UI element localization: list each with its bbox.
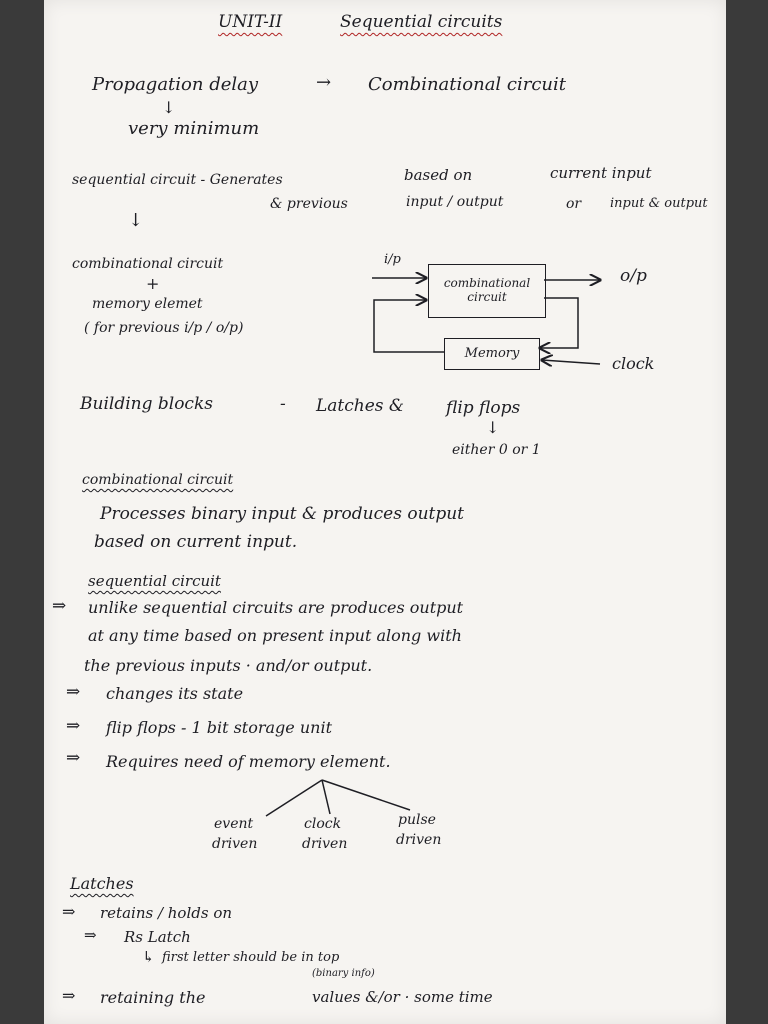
sequential-bullet-2: changes its state bbox=[106, 684, 244, 703]
combinational-heading: combinational circuit bbox=[82, 472, 234, 488]
binary-info-note: (binary info) bbox=[312, 968, 375, 979]
pulse-driven-line1: pulse bbox=[398, 812, 436, 828]
bullet-arrow-icon: ⇒ bbox=[62, 902, 76, 921]
combinational-circuit-text: Combinational circuit bbox=[368, 74, 567, 95]
arrow-down-icon: ↓ bbox=[486, 418, 500, 437]
clock-driven-line1: clock bbox=[304, 816, 342, 832]
sequential-bullet-1: unlike sequential circuits are produces output bbox=[88, 598, 464, 617]
arrow-right-icon: → bbox=[316, 72, 332, 93]
sequential-bullet-1-cont2: the previous inputs · and/or output. bbox=[84, 656, 373, 675]
latches-bullet-4: retaining the bbox=[100, 988, 206, 1007]
building-blocks-label: Building blocks bbox=[80, 394, 213, 414]
very-minimum-text: very minimum bbox=[128, 118, 260, 139]
bullet-arrow-icon: ⇒ bbox=[62, 986, 76, 1005]
bullet-arrow-icon: ⇒ bbox=[66, 716, 81, 736]
memory-note: memory elemet bbox=[92, 296, 203, 312]
previous-text: & previous bbox=[270, 196, 348, 212]
sequential-bullet-3: flip flops - 1 bit storage unit bbox=[106, 718, 333, 737]
plus-sign: + bbox=[146, 274, 160, 293]
propagation-delay-text: Propagation delay bbox=[92, 74, 259, 95]
sub-arrow-icon: ↳ bbox=[142, 948, 155, 966]
sequential-bullet-4: Requires need of memory element. bbox=[106, 752, 391, 771]
bullet-arrow-icon: ⇒ bbox=[66, 682, 81, 702]
memory-box: Memory bbox=[444, 338, 540, 370]
combinational-line-2: based on current input. bbox=[94, 532, 298, 552]
event-driven-line1: event bbox=[214, 816, 254, 832]
based-on-text: based on bbox=[404, 166, 473, 184]
arrow-down-icon: ↓ bbox=[162, 98, 176, 117]
combinational-note: combinational circuit bbox=[72, 256, 224, 272]
combinational-circuit-box: combinational circuit bbox=[428, 264, 546, 318]
clock-driven-line2: driven bbox=[302, 836, 348, 852]
output-label: o/p bbox=[620, 266, 647, 286]
pulse-driven-line2: driven bbox=[396, 832, 442, 848]
input-label: i/p bbox=[384, 252, 401, 267]
latches-text: Latches & bbox=[316, 396, 405, 416]
unit-label: UNIT-II bbox=[218, 12, 283, 32]
combinational-line-1: Processes binary input & produces output bbox=[100, 504, 465, 524]
input-output-text: input / output bbox=[406, 194, 504, 210]
bullet-arrow-icon: ⇒ bbox=[66, 748, 81, 768]
either-0-or-1-text: either 0 or 1 bbox=[452, 442, 541, 458]
bullet-arrow-icon: ⇒ bbox=[52, 596, 67, 616]
page-title: Sequential circuits bbox=[340, 12, 503, 32]
sequential-bullet-1-cont: at any time based on present input along with bbox=[88, 626, 462, 645]
latches-bullet-4-cont: values &/or · some time bbox=[312, 988, 493, 1006]
event-driven-line2: driven bbox=[212, 836, 258, 852]
latches-bullet-2: Rs Latch bbox=[124, 928, 191, 946]
sequential-lead-text: sequential circuit - Generates bbox=[72, 172, 283, 188]
latches-bullet-1: retains / holds on bbox=[100, 904, 233, 922]
or-text: or bbox=[566, 196, 582, 212]
sequential-heading: sequential circuit bbox=[88, 572, 221, 590]
bullet-arrow-icon: ⇒ bbox=[84, 926, 97, 944]
input-and-output-text: input & output bbox=[610, 196, 708, 211]
current-input-text: current input bbox=[550, 164, 652, 182]
dash: - bbox=[280, 394, 286, 414]
latches-heading: Latches bbox=[70, 874, 134, 893]
previous-io-note: ( for previous i/p / o/p) bbox=[84, 320, 244, 336]
clock-label: clock bbox=[612, 354, 655, 373]
arrow-down-icon: ↓ bbox=[128, 210, 144, 231]
latches-bullet-3: first letter should be in top bbox=[162, 950, 340, 965]
flip-flops-text: flip flops bbox=[446, 398, 521, 418]
